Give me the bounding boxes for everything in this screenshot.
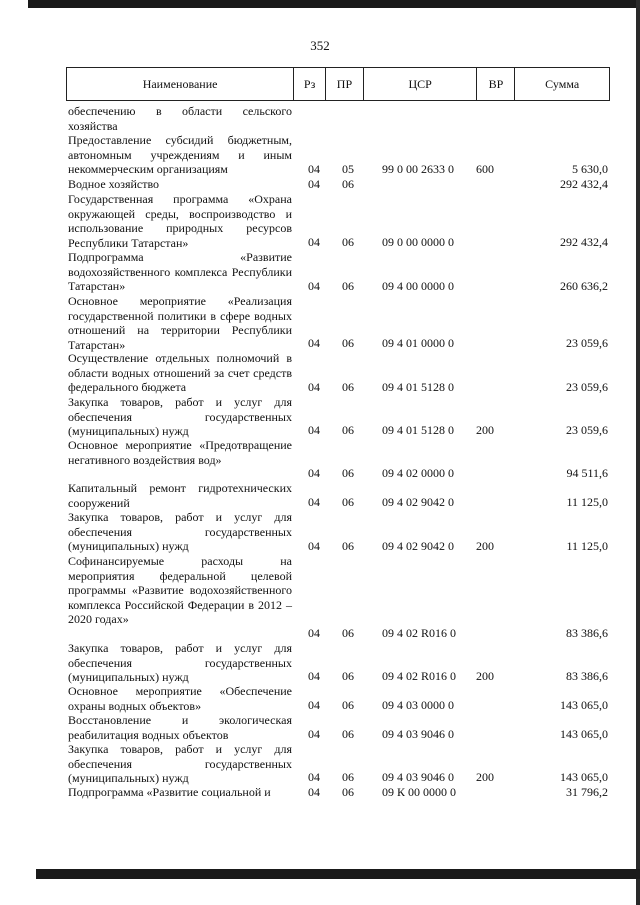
table-row — [66, 177, 610, 192]
row-sum: 23 059,6 — [566, 336, 608, 351]
row-csr: 09 4 02 0000 0 — [382, 466, 454, 481]
row-pr: 06 — [342, 770, 354, 785]
row-rz: 04 — [308, 336, 320, 351]
row-pr: 06 — [342, 235, 354, 250]
row-name: Подпрограмма «Развитие социальной и — [68, 785, 271, 799]
row-sum: 31 796,2 — [566, 785, 608, 800]
row-csr: 09 4 03 0000 0 — [382, 698, 454, 713]
row-name: Закупка товаров, работ и услуг для обеспечения государственных (муниципальных) нужд — [68, 742, 292, 786]
row-name: Закупка товаров, работ и услуг для обеспечения государственных (муниципальных) нужд — [68, 641, 292, 685]
row-csr: 09 4 02 9042 0 — [382, 495, 454, 510]
row-pr: 05 — [342, 162, 354, 177]
row-sum: 23 059,6 — [566, 380, 608, 395]
table-row — [66, 481, 610, 510]
row-pr: 06 — [342, 698, 354, 713]
row-name: Софинансируемые расходы на мероприятия федеральной целевой программы «Развитие водохозяйственного комплекса Российской Федерации в 2012 – 2020 годах» — [68, 554, 292, 627]
scan-border-right — [636, 0, 640, 905]
row-sum: 83 386,6 — [566, 669, 608, 684]
row-name: Подпрограмма «Развитие водохозяйственного комплекса Республики Татарстан» — [68, 250, 292, 294]
table-row — [66, 510, 610, 554]
table-row — [66, 713, 610, 742]
row-csr: 09 0 00 0000 0 — [382, 235, 454, 250]
table-row — [66, 294, 610, 351]
row-sum: 260 636,2 — [560, 279, 608, 294]
header-name: Наименование — [67, 68, 294, 100]
row-vr: 200 — [476, 423, 494, 438]
row-csr: 09 4 01 5128 0 — [382, 423, 454, 438]
row-sum: 11 125,0 — [566, 495, 608, 510]
row-rz: 04 — [308, 423, 320, 438]
table-row — [66, 192, 610, 250]
header-vr: ВР — [477, 68, 515, 100]
row-name: Закупка товаров, работ и услуг для обеспечения государственных (муниципальных) нужд — [68, 510, 292, 554]
table-row — [66, 785, 610, 800]
table-header — [66, 67, 610, 101]
header-rz: Рз — [294, 68, 326, 100]
row-rz: 04 — [308, 177, 320, 192]
table-row — [66, 351, 610, 395]
row-name: Закупка товаров, работ и услуг для обеспечения государственных (муниципальных) нужд — [68, 395, 292, 439]
table-row — [66, 438, 610, 481]
row-csr: 09 4 02 R016 0 — [382, 669, 457, 684]
row-sum: 143 065,0 — [560, 727, 608, 742]
table-row — [66, 554, 610, 641]
row-rz: 04 — [308, 669, 320, 684]
row-name: обеспечению в области сельского хозяйства — [68, 104, 292, 133]
row-sum: 23 059,6 — [566, 423, 608, 438]
row-name: Восстановление и экологическая реабилитация водных объектов — [68, 713, 292, 742]
row-name: Водное хозяйство — [68, 177, 160, 191]
row-pr: 06 — [342, 279, 354, 294]
row-csr: 09 4 01 5128 0 — [382, 380, 454, 395]
row-csr: 99 0 00 2633 0 — [382, 162, 454, 177]
row-rz: 04 — [308, 380, 320, 395]
row-rz: 04 — [308, 626, 320, 641]
row-pr: 06 — [342, 380, 354, 395]
table-row — [66, 250, 610, 294]
row-pr: 06 — [342, 336, 354, 351]
row-sum: 292 432,4 — [560, 177, 608, 192]
row-rz: 04 — [308, 698, 320, 713]
row-pr: 06 — [342, 495, 354, 510]
row-pr: 06 — [342, 727, 354, 742]
table-row — [66, 742, 610, 785]
row-sum: 11 125,0 — [566, 539, 608, 554]
row-pr: 06 — [342, 785, 354, 800]
row-name: Предоставление субсидий бюджетным, автономным учреждениям и иным некоммерческим организациям — [68, 133, 292, 177]
row-vr: 600 — [476, 162, 494, 177]
row-pr: 06 — [342, 669, 354, 684]
scan-border-top — [28, 0, 640, 8]
table-row — [66, 133, 610, 177]
row-rz: 04 — [308, 279, 320, 294]
row-sum: 292 432,4 — [560, 235, 608, 250]
row-rz: 04 — [308, 495, 320, 510]
row-csr: 09 4 02 9042 0 — [382, 539, 454, 554]
row-pr: 06 — [342, 466, 354, 481]
page-number: 352 — [310, 38, 330, 53]
row-vr: 200 — [476, 770, 494, 785]
row-name: Основное мероприятие «Обеспечение охраны водных объектов» — [68, 684, 292, 713]
table-row — [66, 684, 610, 713]
row-csr: 09 4 01 0000 0 — [382, 336, 454, 351]
row-pr: 06 — [342, 539, 354, 554]
row-sum: 5 630,0 — [572, 162, 608, 177]
header-csr: ЦСР — [364, 68, 478, 100]
row-sum: 83 386,6 — [566, 626, 608, 641]
table-row — [66, 104, 610, 133]
table-row — [66, 395, 610, 438]
row-name: Государственная программа «Охрана окружающей среды, воспроизводство и использование природных ресурсов Республики Татарстан» — [68, 192, 292, 250]
row-name: Основное мероприятие «Реализация государственной политики в сфере водных отношений на территории Республики Татарстан» — [68, 294, 292, 352]
row-name: Капитальный ремонт гидротехнических сооружений — [68, 481, 292, 510]
row-rz: 04 — [308, 162, 320, 177]
row-pr: 06 — [342, 177, 354, 192]
row-csr: 09 4 00 0000 0 — [382, 279, 454, 294]
row-vr: 200 — [476, 539, 494, 554]
row-sum: 143 065,0 — [560, 770, 608, 785]
header-sum: Сумма — [545, 76, 580, 91]
row-rz: 04 — [308, 770, 320, 785]
row-pr: 06 — [342, 423, 354, 438]
row-vr: 200 — [476, 669, 494, 684]
row-name: Основное мероприятие «Предотвращение негативного воздействия вод» — [68, 438, 292, 467]
row-csr: 09 4 02 R016 0 — [382, 626, 457, 641]
row-csr: 09 4 03 9046 0 — [382, 727, 454, 742]
row-csr: 09 К 00 0000 0 — [382, 785, 457, 800]
table-row — [66, 641, 610, 684]
row-pr: 06 — [342, 626, 354, 641]
row-rz: 04 — [308, 466, 320, 481]
row-rz: 04 — [308, 235, 320, 250]
row-csr: 09 4 03 9046 0 — [382, 770, 454, 785]
header-pr: ПР — [326, 68, 364, 100]
row-rz: 04 — [308, 539, 320, 554]
row-name: Осуществление отдельных полномочий в области водных отношений за счет средств федерального бюджета — [68, 351, 292, 395]
row-rz: 04 — [308, 785, 320, 800]
row-sum: 143 065,0 — [560, 698, 608, 713]
row-rz: 04 — [308, 727, 320, 742]
scan-border-bottom — [36, 869, 640, 879]
row-sum: 94 511,6 — [566, 466, 608, 481]
